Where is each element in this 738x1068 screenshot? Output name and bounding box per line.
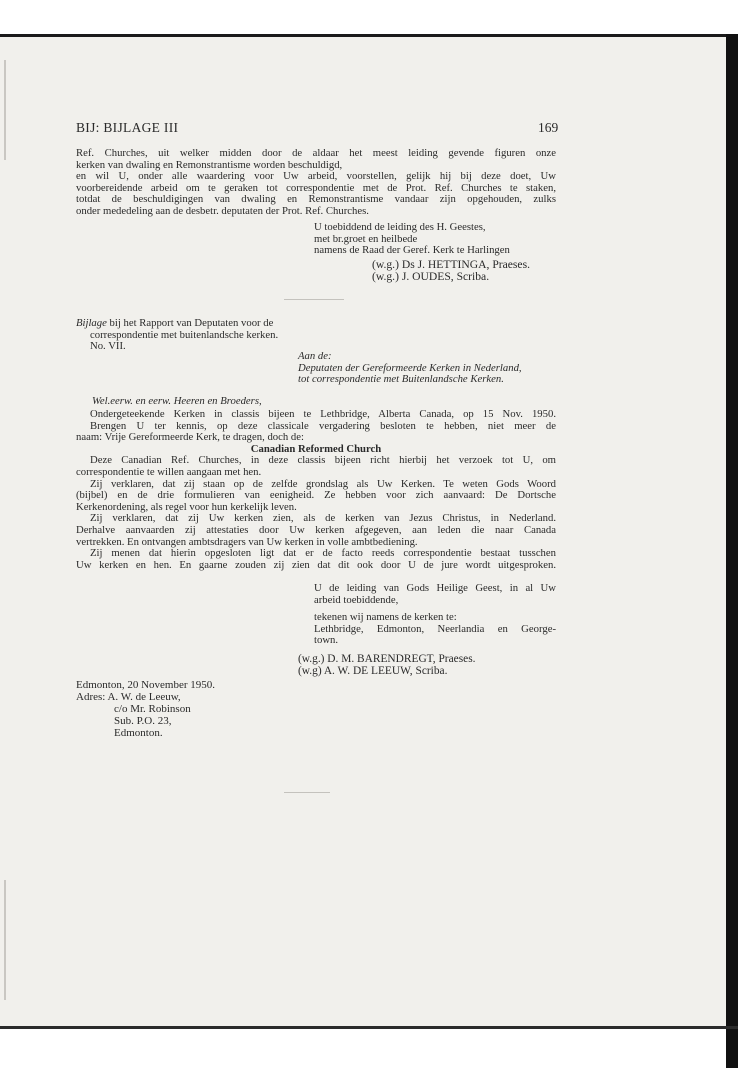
text-line: kerken van dwaling en Remonstrantisme worden beschuldigd, — [76, 158, 343, 171]
text-line: Zij menen dat hierin opgesloten ligt dat er de facto reeds correspondentie bestaat tusschen — [90, 547, 556, 560]
place-date: Edmonton, 20 November 1950. — [76, 679, 216, 691]
text-line: naam: Vrije Gereformeerde Kerk, te dragen, doch de: — [76, 431, 304, 444]
appendix-title-rest: bij het Rapport van Deputaten voor de — [106, 317, 274, 329]
text-line: (bijbel) en de drie formulieren van eenigheid. Ze hebben voor zich aanvaard: De Dortsche — [76, 489, 556, 502]
appendix-signatures — [298, 653, 475, 677]
address-line: Sub. P.O. 23, — [114, 715, 172, 727]
text-line: Zij verklaren, dat zij staan op de zelfde grondslag als Uw Kerken. Te weten Gods Woord — [90, 477, 556, 490]
appendix-number: No. VII. — [90, 340, 126, 353]
end-divider — [284, 792, 330, 793]
addressee-line: Deputaten der Gereformeerde Kerken in Nederland, — [298, 361, 522, 374]
text-line: Derhalve aanvaarden zij attestaties door Uw kerken afgegeven, aan leden die naar Canada — [76, 523, 556, 536]
section-divider — [284, 299, 344, 300]
signing-line: Lethbridge, Edmonton, Neerlandia en George- — [314, 622, 556, 635]
text-line: onder mededeling aan de desbetr. deputaten der Prot. Ref. Churches. — [76, 204, 369, 217]
closing-line: U toebiddend de leiding des H. Geestes, — [314, 221, 486, 233]
address-label: Adres: A. W. de Leeuw, — [76, 691, 181, 703]
signature-line: (w.g.) D. M. BARENDREGT, Praeses. — [298, 653, 476, 665]
text-line: Ref. Churches, uit welker midden door de aldaar het meest leiding gevende figuren onze — [76, 147, 556, 159]
letter-body — [76, 148, 556, 218]
appendix-title-italic: Bijlage — [76, 317, 107, 329]
signature-line: (w.g) A. W. DE LEEUW, Scriba. — [298, 665, 448, 678]
closing-line: namens de Raad der Geref. Kerk te Harlingen — [314, 244, 510, 257]
closing-line: met br.groet en heilbede — [314, 232, 418, 245]
text-line: vertrekken. En ontvangen ambtsdragers van Uw kerken in volle ambtbediening. — [76, 535, 418, 548]
addressee — [298, 351, 522, 386]
text-line: en wil U, onder alle waardering voor Uw arbeid, voorstellen, gelijk hij bij deze doet, Uw — [76, 170, 556, 183]
signing-line: tekenen wij namens de kerken te: — [314, 611, 457, 624]
appendix-closing — [314, 583, 556, 647]
text-line: Deze Canadian Ref. Churches, in deze classis bijeen richt hierbij het verzoek tot U, om — [90, 454, 556, 467]
text-line: correspondentie te willen aangaan met hen. — [76, 465, 262, 478]
appendix-title-line — [76, 318, 376, 330]
text-line: Uw kerken en hen. En gaarne zouden zij zien dat dit ook door U de jure wordt uitgesproken. — [76, 558, 556, 571]
page-number: 169 — [538, 120, 559, 135]
appendix-title — [76, 318, 376, 353]
text-line: totdat de beschuldigingen van dwaling en Remonstrantisme vandaar zijn opgehouden, zulks — [76, 193, 556, 206]
letter-signatures — [372, 259, 530, 284]
sender-address — [76, 691, 191, 739]
closing-line: U de leiding van Gods Heilige Geest, in al Uw — [314, 582, 556, 594]
signature-line: (w.g.) Ds J. HETTINGA, Praeses. — [372, 258, 530, 271]
closing-line: arbeid toebiddende, — [314, 593, 399, 606]
text-line: Ondergeteekende Kerken in classis bijeen te Lethbridge, Alberta Canada, op 15 Nov. 1950. — [90, 408, 556, 420]
text-line: Zij verklaren, dat zij Uw kerken zien, als de kerken van Jezus Christus, in Nederland. — [90, 512, 556, 525]
appendix-body — [76, 409, 556, 571]
signature-line: (w.g.) J. OUDES, Scriba. — [372, 270, 490, 284]
signing-line: town. — [314, 634, 339, 647]
church-name-heading: Canadian Reformed Church — [250, 442, 382, 455]
text-line: Brengen U ter kennis, op deze classicale vergadering besloten te hebben, niet meer de — [90, 419, 556, 432]
running-head: BIJ: BIJLAGE III — [76, 120, 179, 135]
address-line: c/o Mr. Robinson — [114, 703, 191, 715]
appendix-title-line2: correspondentie met buitenlandsche kerken. — [90, 328, 279, 341]
addressee-line: Aan de: — [298, 350, 332, 362]
address-line: Edmonton. — [114, 727, 163, 739]
salutation: Wel.eerw. en eerw. Heeren en Broeders, — [92, 395, 262, 407]
text-line: voorbereidende arbeid om te geraken tot correspondentie met de Prot. Ref. Churches te staken, — [76, 181, 556, 194]
addressee-line: tot correspondentie met Buitenlandsche Kerken. — [298, 373, 504, 386]
letter-closing — [314, 222, 510, 257]
text-line: Kerkenordening, als regel voor hun kerkelijk leven. — [76, 500, 297, 513]
